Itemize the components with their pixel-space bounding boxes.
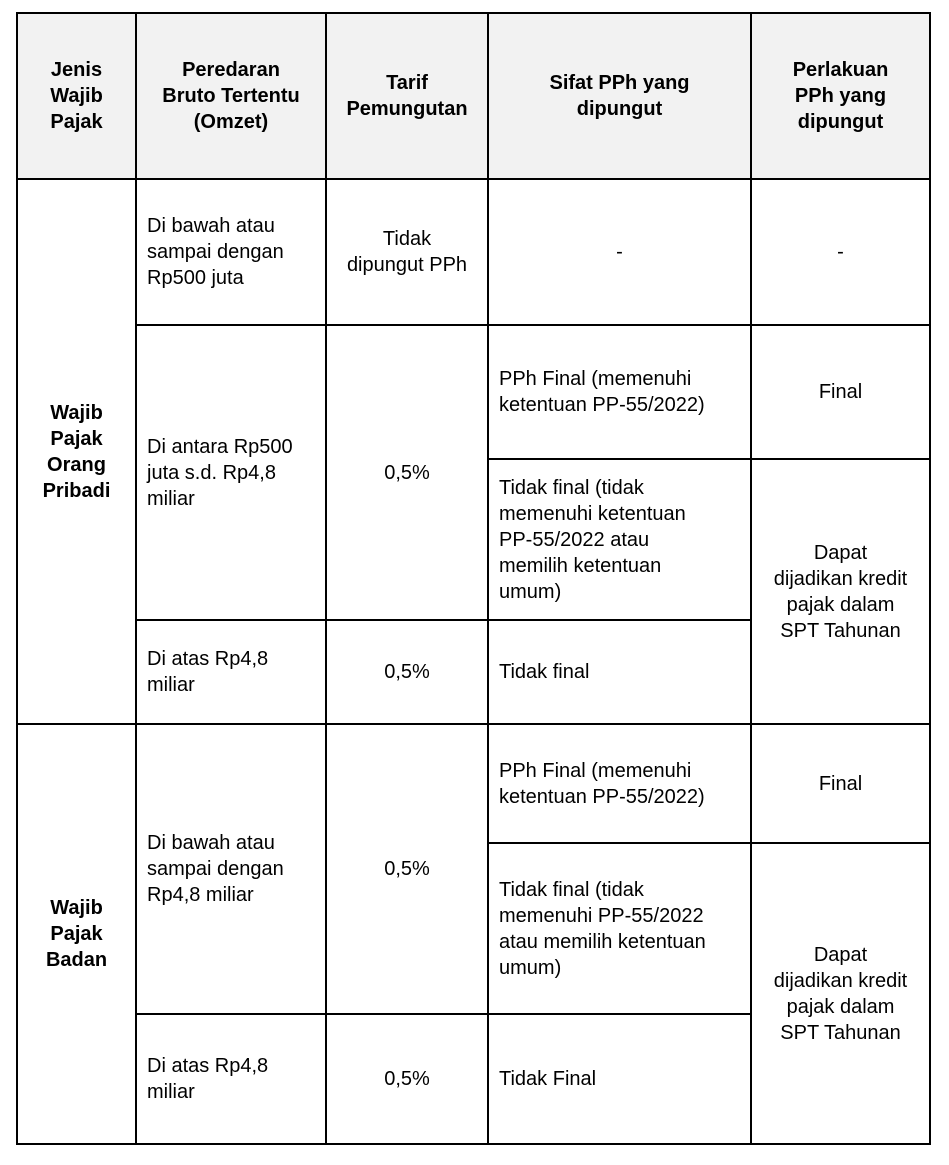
sifat-cell: PPh Final (memenuhi ketentuan PP-55/2022) bbox=[488, 325, 751, 459]
omzet-cell: Di bawah atau sampai dengan Rp4,8 miliar bbox=[136, 724, 326, 1014]
sifat-cell: Tidak Final bbox=[488, 1014, 751, 1144]
header-row bbox=[17, 13, 930, 179]
table-row bbox=[17, 724, 930, 843]
tarif-cell: 0,5% bbox=[326, 1014, 488, 1144]
sifat-cell: - bbox=[488, 179, 751, 325]
omzet-cell: Di antara Rp500 juta s.d. Rp4,8 miliar bbox=[136, 325, 326, 620]
header-perlakuan: Perlakuan PPh yang dipungut bbox=[751, 13, 930, 179]
perlakuan-cell: Dapat dijadikan kredit pajak dalam SPT Tahunan bbox=[751, 843, 930, 1144]
tax-table bbox=[16, 12, 931, 1145]
perlakuan-cell: Final bbox=[751, 724, 930, 843]
omzet-cell: Di atas Rp4,8 miliar bbox=[136, 620, 326, 724]
header-jenis: Jenis Wajib Pajak bbox=[17, 13, 136, 179]
sifat-cell: Tidak final (tidak memenuhi PP-55/2022 atau memilih ketentuan umum) bbox=[488, 843, 751, 1014]
header-omzet: Peredaran Bruto Tertentu (Omzet) bbox=[136, 13, 326, 179]
table-row bbox=[17, 179, 930, 325]
header-tarif: Tarif Pemungutan bbox=[326, 13, 488, 179]
sifat-cell: PPh Final (memenuhi ketentuan PP-55/2022) bbox=[488, 724, 751, 843]
omzet-cell: Di atas Rp4,8 miliar bbox=[136, 1014, 326, 1144]
perlakuan-cell: Final bbox=[751, 325, 930, 459]
tarif-cell: Tidak dipungut PPh bbox=[326, 179, 488, 325]
type-badan: Wajib Pajak Badan bbox=[17, 724, 136, 1144]
type-orang-pribadi: Wajib Pajak Orang Pribadi bbox=[17, 179, 136, 724]
sifat-cell: Tidak final (tidak memenuhi ketentuan PP-55/2022 atau memilih ketentuan umum) bbox=[488, 459, 751, 620]
sifat-cell: Tidak final bbox=[488, 620, 751, 724]
table-row bbox=[17, 325, 930, 459]
tarif-cell: 0,5% bbox=[326, 325, 488, 620]
tarif-cell: 0,5% bbox=[326, 620, 488, 724]
perlakuan-cell: - bbox=[751, 179, 930, 325]
tarif-cell: 0,5% bbox=[326, 724, 488, 1014]
perlakuan-cell: Dapat dijadikan kredit pajak dalam SPT Tahunan bbox=[751, 459, 930, 724]
header-sifat: Sifat PPh yang dipungut bbox=[488, 13, 751, 179]
omzet-cell: Di bawah atau sampai dengan Rp500 juta bbox=[136, 179, 326, 325]
